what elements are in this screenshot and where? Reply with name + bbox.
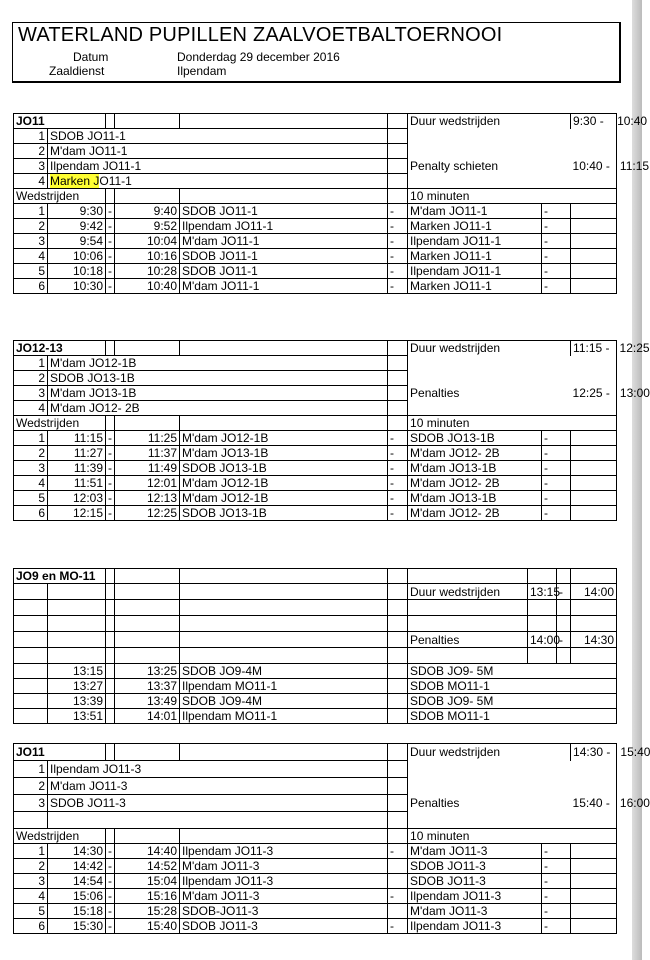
away-team: SDOB MO11-1 <box>408 709 617 724</box>
home-team: M'dam JO12-1B <box>180 431 388 446</box>
score-cell <box>571 279 617 294</box>
dash <box>388 709 408 724</box>
match-number: 3 <box>14 234 48 249</box>
duration-label: Duur wedstrijden <box>408 114 571 129</box>
dash: - <box>106 264 115 279</box>
penalty-start: 14:00 <box>528 632 557 648</box>
dash <box>388 904 408 919</box>
team-name: M'dam JO11-3 <box>48 778 388 795</box>
score-cell <box>571 904 617 919</box>
match-start: 9:42 <box>48 219 106 234</box>
team-number: 1 <box>14 761 48 778</box>
dash: - <box>388 919 408 934</box>
away-team: Marken JO11-1 <box>408 249 542 264</box>
match-row <box>14 249 617 264</box>
match-number: 4 <box>14 476 48 491</box>
dash: - <box>542 919 571 934</box>
home-team: M'dam JO13-1B <box>180 446 388 461</box>
score-cell <box>571 491 617 506</box>
dash <box>388 694 408 709</box>
tournament-title: WATERLAND PUPILLEN ZAALVOETBALTOERNOOI <box>18 24 503 46</box>
dash: - <box>557 584 571 600</box>
dash <box>106 709 115 724</box>
dash: - <box>388 264 408 279</box>
match-number: 2 <box>14 859 48 874</box>
match-end: 15:40 <box>115 919 180 934</box>
home-team: M'dam JO12-1B <box>180 491 388 506</box>
dash: - <box>388 844 408 859</box>
dash: - <box>106 219 115 234</box>
penalty-end: 16:00 <box>619 796 650 810</box>
dash: - <box>388 446 408 461</box>
match-row <box>14 859 617 874</box>
dash: - <box>388 249 408 264</box>
match-row <box>14 919 617 934</box>
match-end: 9:40 <box>115 204 180 219</box>
section-title: JO9 en MO-11 <box>14 569 106 584</box>
home-team: Ilpendam JO11-1 <box>180 219 388 234</box>
matches-label: Wedstrijden <box>14 829 106 844</box>
datum-value: Donderdag 29 december 2016 <box>177 50 340 64</box>
home-team: SDOB JO9-4M <box>180 694 388 709</box>
dash: - <box>106 279 115 294</box>
away-team: Marken JO11-1 <box>408 279 542 294</box>
duration-label: Duur wedstrijden <box>408 341 571 356</box>
dash: - <box>542 461 571 476</box>
match-end: 15:16 <box>115 889 180 904</box>
dash: - <box>106 204 115 219</box>
dash: - <box>106 476 115 491</box>
match-end: 12:01 <box>115 476 180 491</box>
team-number: 1 <box>14 129 48 144</box>
dash: - <box>106 446 115 461</box>
dash: - <box>106 491 115 506</box>
team-name: SDOB JO13-1B <box>48 371 388 386</box>
score-cell <box>571 446 617 461</box>
match-end: 10:40 <box>115 279 180 294</box>
team-number: 3 <box>14 795 48 812</box>
match-number: 5 <box>14 264 48 279</box>
team-name <box>48 174 388 189</box>
dash: - <box>542 476 571 491</box>
match-row <box>14 264 617 279</box>
match-number: 6 <box>14 919 48 934</box>
penalty-start: 12:25 <box>572 386 603 400</box>
dash: - <box>106 844 115 859</box>
section-title: JO11 <box>14 114 106 129</box>
home-team: Ilpendam MO11-1 <box>180 709 388 724</box>
dash: - <box>542 431 571 446</box>
away-team: Ilpendam JO11-3 <box>408 919 542 934</box>
match-row <box>14 279 617 294</box>
dash <box>106 694 115 709</box>
dash: - <box>106 431 115 446</box>
dash <box>106 679 115 694</box>
datum-label: Datum <box>73 50 109 64</box>
score-cell <box>571 264 617 279</box>
home-team: M'dam JO11-3 <box>180 859 388 874</box>
match-start: 11:15 <box>48 431 106 446</box>
dash: - <box>388 204 408 219</box>
team-number: 2 <box>14 371 48 386</box>
section-jo9-mo11-table <box>13 568 617 724</box>
dash: - <box>542 904 571 919</box>
section-jo11-a-table: JO11 Duur wedstrijden 9:30 - 10:40 1 SDOB JO11-1 2 M'dam JO11-1 3 Ilpendam JO11-1 Penalty schieten 10:40 - 11:15 4 Marken JO11-1 Wedstrijden 10 minuten 1 9:30 - 9:40 SDOB JO11-1 - M'dam JO11-1 - 2 9:42 - 9:52 Ilpendam JO11-1 - Marken JO11-1 - 3 9:54 - 10:04 M'dam JO11-1 - Ilpendam JO11-1 - 4 10:06 - 10:16 SDOB JO11-1 - Marken JO11-1 - 5 10:18 - 10:28 SDOB JO11-1 - Ilpendam JO11-1 - 6 10:30 - 10:40 M'dam JO11-1 - Marken JO11-1 - <box>13 113 617 294</box>
section-jo12-13-table: JO12-13 Duur wedstrijden 11:15 - 12:25 1 M'dam JO12-1B 2 SDOB JO13-1B 3 M'dam JO13-1B Penalties 12:25 - 13:00 4 M'dam JO12- 2B Wedstrijden 10 minuten 1 11:15 - 11:25 M'dam JO12-1B - SDOB JO13-1B - 2 11:27 - 11:37 M'dam JO13-1B - M'dam JO12- 2B - 3 11:39 - 11:49 SDOB JO13-1B - M'dam JO13-1B - 4 11:51 - 12:01 M'dam JO12-1B - M'dam JO12- 2B - 5 12:03 - 12:13 M'dam JO12-1B - M'dam JO13-1B - 6 12:15 - 12:25 SDOB JO13-1B - M'dam JO12- 2B - <box>13 340 617 521</box>
match-number: 6 <box>14 279 48 294</box>
dash: - <box>542 844 571 859</box>
match-number <box>14 709 48 724</box>
match-row <box>14 461 617 476</box>
match-number: 6 <box>14 506 48 521</box>
score-cell <box>571 234 617 249</box>
match-end: 10:16 <box>115 249 180 264</box>
penalty-end: 11:15 <box>619 159 650 173</box>
match-start: 10:30 <box>48 279 106 294</box>
page-edge-shadow <box>632 0 642 960</box>
dash: - <box>557 632 571 648</box>
match-start: 13:39 <box>48 694 106 709</box>
match-end: 11:37 <box>115 446 180 461</box>
away-team: Marken JO11-1 <box>408 219 542 234</box>
match-row <box>14 844 617 859</box>
match-end: 12:25 <box>115 506 180 521</box>
match-end: 13:49 <box>115 694 180 709</box>
score-cell <box>571 461 617 476</box>
match-start: 11:27 <box>48 446 106 461</box>
match-number: 1 <box>14 204 48 219</box>
team-name: M'dam JO12- 2B <box>48 401 388 416</box>
dash: - <box>542 264 571 279</box>
penalty-start: 15:40 <box>572 796 603 810</box>
match-number <box>14 679 48 694</box>
dash: - <box>542 279 571 294</box>
away-team: Ilpendam JO11-1 <box>408 264 542 279</box>
home-team: M'dam JO11-1 <box>180 234 388 249</box>
dash: - <box>388 219 408 234</box>
highlighted-text: Marken J <box>50 174 100 188</box>
team-name: SDOB JO11-1 <box>48 129 388 144</box>
match-row <box>14 664 617 679</box>
match-end: 12:13 <box>115 491 180 506</box>
match-start: 13:51 <box>48 709 106 724</box>
team-number: 4 <box>14 174 48 189</box>
score-cell <box>571 219 617 234</box>
away-team: SDOB JO9- 5M <box>408 664 617 679</box>
home-team: M'dam JO11-3 <box>180 889 388 904</box>
score-cell <box>571 506 617 521</box>
match-start: 15:06 <box>48 889 106 904</box>
tournament-header <box>12 22 621 83</box>
dash: - <box>106 889 115 904</box>
match-number <box>14 694 48 709</box>
match-number: 3 <box>14 461 48 476</box>
duration-label: Duur wedstrijden <box>408 584 528 600</box>
dash: - <box>106 859 115 874</box>
dash <box>388 664 408 679</box>
team-number: 1 <box>14 356 48 371</box>
match-row <box>14 446 617 461</box>
team-name: M'dam JO11-1 <box>48 144 388 159</box>
match-row <box>14 234 617 249</box>
match-end: 10:04 <box>115 234 180 249</box>
score-cell <box>571 859 617 874</box>
dash: - <box>106 874 115 889</box>
dash: - <box>106 461 115 476</box>
dash: - <box>388 234 408 249</box>
match-end: 11:25 <box>115 431 180 446</box>
home-team: SDOB JO13-1B <box>180 506 388 521</box>
match-number: 3 <box>14 874 48 889</box>
match-start: 11:51 <box>48 476 106 491</box>
duration-start: 11:15 <box>573 341 603 356</box>
match-start: 10:06 <box>48 249 106 264</box>
dash: - <box>106 506 115 521</box>
section-jo11-b-table: JO11 Duur wedstrijden 14:30 - 15:40 1 Ilpendam JO11-3 2 M'dam JO11-3 3 SDOB JO11-3 Penalties 15:40 - 16:00 Wedstrijden 10 minuten 1 14:30 - 14:40 Ilpendam JO11-3 - M'dam JO11-3 - 2 14:42 - 14:52 M'dam JO11-3 SDOB JO11-3 - 3 14:54 - 15:04 Ilpendam JO11-3 SDOB JO11-3 - 4 15:06 - 15:16 M'dam JO11-3 - Ilpendam JO11-3 - 5 15:18 - 15:28 SDOB-JO11-3 M'dam JO11-3 - 6 15:30 - 15:40 SDOB JO11-3 - Ilpendam JO11-3 - <box>13 743 617 934</box>
dash <box>106 664 115 679</box>
dash: - <box>542 506 571 521</box>
duration-label: Duur wedstrijden <box>408 744 571 761</box>
matches-label: Wedstrijden <box>14 189 106 204</box>
dash: - <box>106 904 115 919</box>
match-number: 2 <box>14 446 48 461</box>
match-end: 9:52 <box>115 219 180 234</box>
away-team: M'dam JO13-1B <box>408 491 542 506</box>
match-start: 12:15 <box>48 506 106 521</box>
dash: - <box>542 874 571 889</box>
match-row <box>14 904 617 919</box>
score-cell <box>571 476 617 491</box>
dash: - <box>388 431 408 446</box>
away-team: M'dam JO11-3 <box>408 844 542 859</box>
team-number: 2 <box>14 778 48 795</box>
match-end: 11:49 <box>115 461 180 476</box>
match-number: 1 <box>14 844 48 859</box>
match-number: 4 <box>14 889 48 904</box>
away-team: M'dam JO12- 2B <box>408 506 542 521</box>
dash: - <box>388 491 408 506</box>
penalty-label: Penalties <box>408 795 571 812</box>
dash: - <box>388 506 408 521</box>
away-team: M'dam JO12- 2B <box>408 446 542 461</box>
match-row <box>14 491 617 506</box>
match-start: 14:42 <box>48 859 106 874</box>
home-team: SDOB JO11-1 <box>180 264 388 279</box>
team-name: Ilpendam JO11-3 <box>48 761 388 778</box>
home-team: SDOB-JO11-3 <box>180 904 388 919</box>
score-cell <box>571 204 617 219</box>
match-start: 13:15 <box>48 664 106 679</box>
away-team: M'dam JO11-1 <box>408 204 542 219</box>
match-end: 13:25 <box>115 664 180 679</box>
dash <box>388 874 408 889</box>
match-number <box>14 664 48 679</box>
home-team: Ilpendam MO11-1 <box>180 679 388 694</box>
match-start: 12:03 <box>48 491 106 506</box>
score-cell <box>571 874 617 889</box>
away-team: SDOB JO11-3 <box>408 874 542 889</box>
away-team: SDOB MO11-1 <box>408 679 617 694</box>
score-cell <box>571 889 617 904</box>
away-team: M'dam JO13-1B <box>408 461 542 476</box>
zaaldienst-label: Zaaldienst <box>49 64 105 78</box>
dash: - <box>388 889 408 904</box>
home-team: M'dam JO12-1B <box>180 476 388 491</box>
dash: - <box>542 249 571 264</box>
team-name-rest: O11-1 <box>99 174 132 188</box>
away-team: SDOB JO11-3 <box>408 859 542 874</box>
away-team: Ilpendam JO11-3 <box>408 889 542 904</box>
score-cell <box>571 249 617 264</box>
match-start: 14:54 <box>48 874 106 889</box>
dash: - <box>106 234 115 249</box>
match-row <box>14 679 617 694</box>
penalty-label: Penalty schieten <box>408 159 571 174</box>
match-start: 13:27 <box>48 679 106 694</box>
home-team: SDOB JO13-1B <box>180 461 388 476</box>
match-start: 11:39 <box>48 461 106 476</box>
dash: - <box>542 446 571 461</box>
home-team: M'dam JO11-1 <box>180 279 388 294</box>
duration-start: 13:15 <box>528 584 557 600</box>
home-team: SDOB JO11-1 <box>180 249 388 264</box>
team-number: 3 <box>14 386 48 401</box>
team-name: SDOB JO11-3 <box>48 795 388 812</box>
away-team: SDOB JO13-1B <box>408 431 542 446</box>
duration-end: 15:40 <box>620 745 650 760</box>
match-end: 14:52 <box>115 859 180 874</box>
match-end: 15:28 <box>115 904 180 919</box>
match-start: 10:18 <box>48 264 106 279</box>
home-team: SDOB JO9-4M <box>180 664 388 679</box>
match-row <box>14 694 617 709</box>
match-start: 15:30 <box>48 919 106 934</box>
match-minutes: 10 minuten <box>408 416 617 431</box>
match-minutes: 10 minuten <box>408 829 617 844</box>
match-number: 4 <box>14 249 48 264</box>
match-end: 14:01 <box>115 709 180 724</box>
match-start: 15:18 <box>48 904 106 919</box>
dash: - <box>388 476 408 491</box>
match-end: 13:37 <box>115 679 180 694</box>
match-number: 5 <box>14 491 48 506</box>
match-start: 9:54 <box>48 234 106 249</box>
score-cell <box>571 431 617 446</box>
dash: - <box>542 219 571 234</box>
home-team: SDOB JO11-1 <box>180 204 388 219</box>
team-name: M'dam JO13-1B <box>48 386 388 401</box>
match-end: 15:04 <box>115 874 180 889</box>
duration-start: 9:30 <box>573 114 597 129</box>
dash: - <box>542 889 571 904</box>
penalty-end: 14:30 <box>571 632 617 648</box>
home-team: SDOB JO11-3 <box>180 919 388 934</box>
match-row <box>14 709 617 724</box>
dash: - <box>106 919 115 934</box>
dash: - <box>542 234 571 249</box>
match-row <box>14 476 617 491</box>
dash: - <box>388 279 408 294</box>
match-row <box>14 431 617 446</box>
away-team: M'dam JO12- 2B <box>408 476 542 491</box>
dash: - <box>542 859 571 874</box>
duration-end: 12:25 <box>619 341 650 356</box>
score-cell <box>571 919 617 934</box>
home-team: Ilpendam JO11-3 <box>180 844 388 859</box>
match-number: 5 <box>14 904 48 919</box>
match-start: 9:30 <box>48 204 106 219</box>
match-end: 10:28 <box>115 264 180 279</box>
match-row <box>14 219 617 234</box>
penalty-start: 10:40 <box>572 159 603 173</box>
match-start: 14:30 <box>48 844 106 859</box>
dash: - <box>388 461 408 476</box>
dash <box>388 679 408 694</box>
match-number: 1 <box>14 431 48 446</box>
penalty-label: Penalties <box>408 632 528 648</box>
match-row <box>14 506 617 521</box>
away-team: M'dam JO11-3 <box>408 904 542 919</box>
dash: - <box>542 491 571 506</box>
duration-start: 14:30 <box>573 745 604 760</box>
away-team: Ilpendam JO11-1 <box>408 234 542 249</box>
team-name: M'dam JO12-1B <box>48 356 388 371</box>
penalty-end: 13:00 <box>619 386 650 400</box>
match-row <box>14 874 617 889</box>
dash <box>388 859 408 874</box>
dash: - <box>106 249 115 264</box>
section-title: JO11 <box>14 744 106 761</box>
penalty-label: Penalties <box>408 386 571 401</box>
zaaldienst-value: Ilpendam <box>177 64 227 78</box>
home-team: Ilpendam JO11-3 <box>180 874 388 889</box>
duration-end: 14:00 <box>571 584 617 600</box>
match-number: 2 <box>14 219 48 234</box>
duration-end: 10:40 <box>617 114 648 129</box>
team-number: 2 <box>14 144 48 159</box>
team-number: 3 <box>14 159 48 174</box>
dash: - <box>542 204 571 219</box>
score-cell <box>571 844 617 859</box>
match-end: 14:40 <box>115 844 180 859</box>
match-minutes: 10 minuten <box>408 189 617 204</box>
match-row <box>14 889 617 904</box>
team-number: 4 <box>14 401 48 416</box>
matches-label: Wedstrijden <box>14 416 106 431</box>
section-title: JO12-13 <box>14 341 106 356</box>
away-team: SDOB JO9- 5M <box>408 694 617 709</box>
team-name: Ilpendam JO11-1 <box>48 159 388 174</box>
match-row <box>14 204 617 219</box>
